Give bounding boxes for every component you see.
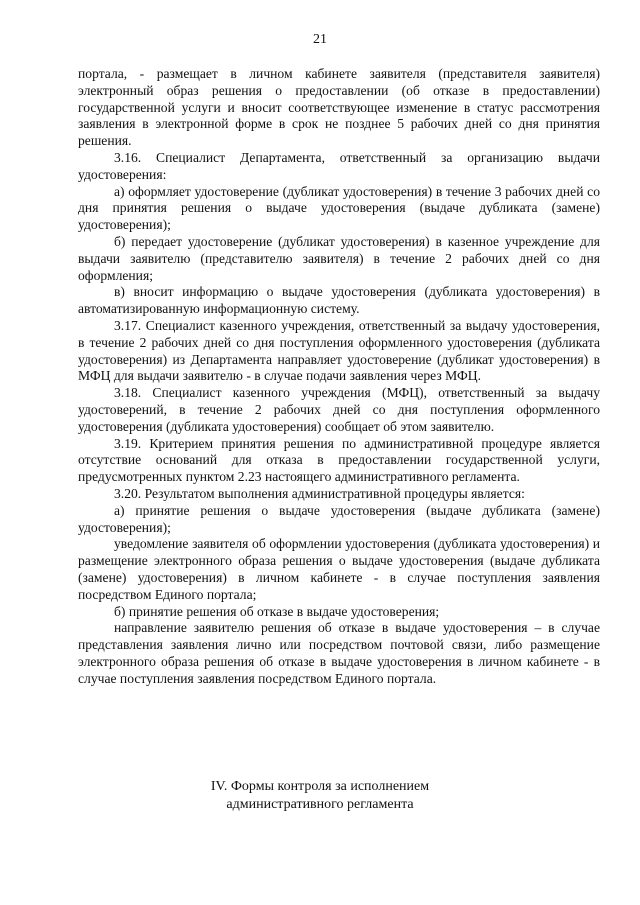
paragraph: 3.17. Специалист казенного учреждения, ответственный за выдачу удостоверения, в течение 2 рабочих дней со дня поступления оформленного удостоверения (дубликата удостоверения) из Департамента направляет удостоверение (дубликат удостоверения) в МФЦ для выдачи заявителю - в случае подачи заявления через МФЦ. [78, 317, 600, 384]
paragraph: портала, - размещает в личном кабинете заявителя (представителя заявителя) электронный образ решения о предоставлении (об отказе в предоставлении) государственной услуги и вносит соответствующее изменение в статус рассмотрения заявления в электронной форме в срок не позднее 5 рабочих дней со дня принятия решения. [78, 66, 600, 149]
paragraph: 3.18. Специалист казенного учреждения (МФЦ), ответственный за выдачу удостоверений, в течение 2 рабочих дней со дня поступления оформленного удостоверения (дубликата удостоверения) сообщает об этом заявителю. [78, 385, 600, 434]
paragraph: уведомление заявителя об оформлении удостоверения (дубликата удостоверения) и размещение электронного образа решения о выдаче удостоверения (выдаче дубликата (замене) удостоверения) в личном кабинете - в случае поступления заявления посредством Единого портала; [78, 536, 600, 602]
page-number: 21 [313, 32, 327, 47]
paragraph: 3.20. Результатом выполнения административной процедуры является: [114, 485, 525, 501]
paragraph: а) принятие решения о выдаче удостоверения (выдаче дубликата (замене) удостоверения); [78, 502, 600, 535]
paragraph: направление заявителю решения об отказе в выдаче удостоверения – в случае представления заявления лично или посредством почтовой связи, либо размещение электронного образа решения об отказе в выдаче удостоверения в личном кабинете - в случае поступления заявления посредством Единого портала. [78, 620, 600, 686]
section-heading-line-2: административного регламента [226, 797, 414, 812]
paragraph: б) передает удостоверение (дубликат удостоверения) в казенное учреждение для выдачи заявителю (представителю заявителя) в течение 2 рабочих дней со дня оформления; [78, 233, 600, 283]
paragraph: в) вносит информацию о выдаче удостоверения (дубликата удостоверения) в автоматизированную информационную систему. [78, 284, 600, 317]
paragraph: а) оформляет удостоверение (дубликат удостоверения) в течение 3 рабочих дней со дня принятия решения о выдаче удостоверения (выдаче дубликата (замене) удостоверения); [78, 183, 600, 233]
section-heading [0, 778, 640, 814]
paragraph: 3.19. Критерием принятия решения по административной процедуре является отсутствие оснований для отказа в предоставлении государственной услуги, предусмотренных пунктом 2.23 настоящего административного регламента. [78, 435, 600, 485]
document-body [78, 66, 600, 687]
paragraph: 3.16. Специалист Департамента, ответственный за организацию выдачи удостоверения: [78, 149, 600, 182]
section-heading-line-1: IV. Формы контроля за исполнением [210, 779, 430, 794]
paragraph: б) принятие решения об отказе в выдаче удостоверения; [114, 603, 440, 619]
